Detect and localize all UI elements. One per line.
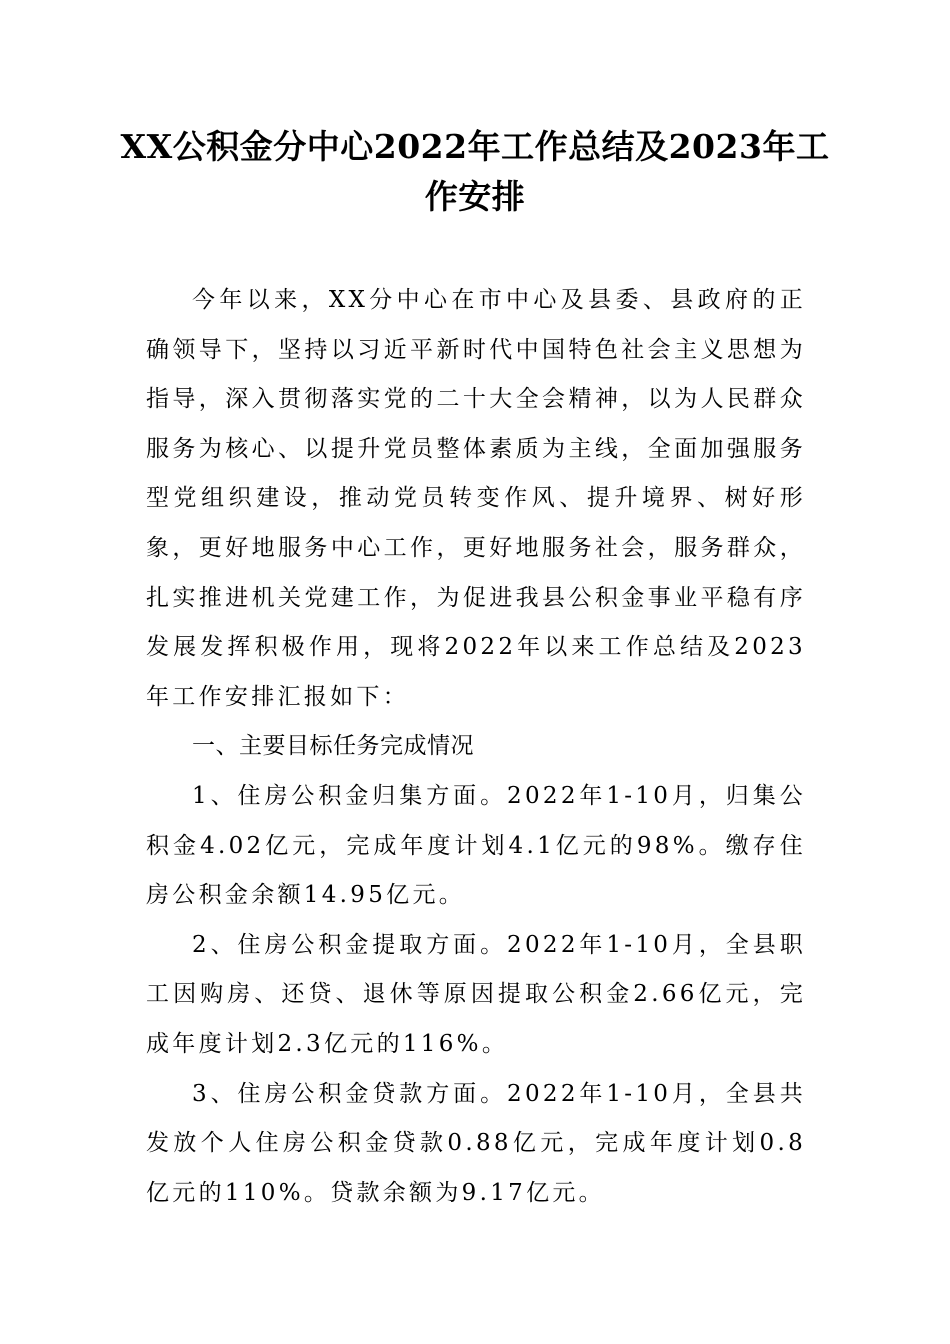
intro-paragraph: 今年以来，XX分中心在市中心及县委、县政府的正确领导下，坚持以习近平新时代中国特色社会主义思想为指导，深入贯彻落实党的二十大全会精神，以为人民群众服务为核心、以提升党员整体素质为主线，全面加强服务型党组织建设，推动党员转变作风、提升境界、树好形象，更好地服务中心工作，更好地服务社会，服务群众，扎实推进机关党建工作，为促进我县公积金事业平稳有序发展发挥积极作用，现将2022年以来工作总结及2023年工作安排汇报如下： [146,287,806,710]
item-paragraph-3: 3、住房公积金贷款方面。2022年1-10月，全县共发放个人住房公积金贷款0.88亿元，完成年度计划0.8亿元的110%。贷款余额为9.17亿元。 [146,1080,806,1206]
item-paragraph-1: 1、住房公积金归集方面。2022年1-10月，归集公积金4.02亿元，完成年度计划4.1亿元的98%。缴存住房公积金余额14.95亿元。 [146,782,806,909]
item-paragraph-2: 2、住房公积金提取方面。2022年1-10月，全县职工因购房、还贷、退休等原因提取公积金2.66亿元，完成年度计划2.3亿元的116%。 [146,931,806,1057]
section-heading-1: 一、主要目标任务完成情况 [192,733,474,760]
document-title: XX公积金分中心2022年工作总结及2023年工作安排 [120,127,830,216]
document-body [146,276,806,1218]
